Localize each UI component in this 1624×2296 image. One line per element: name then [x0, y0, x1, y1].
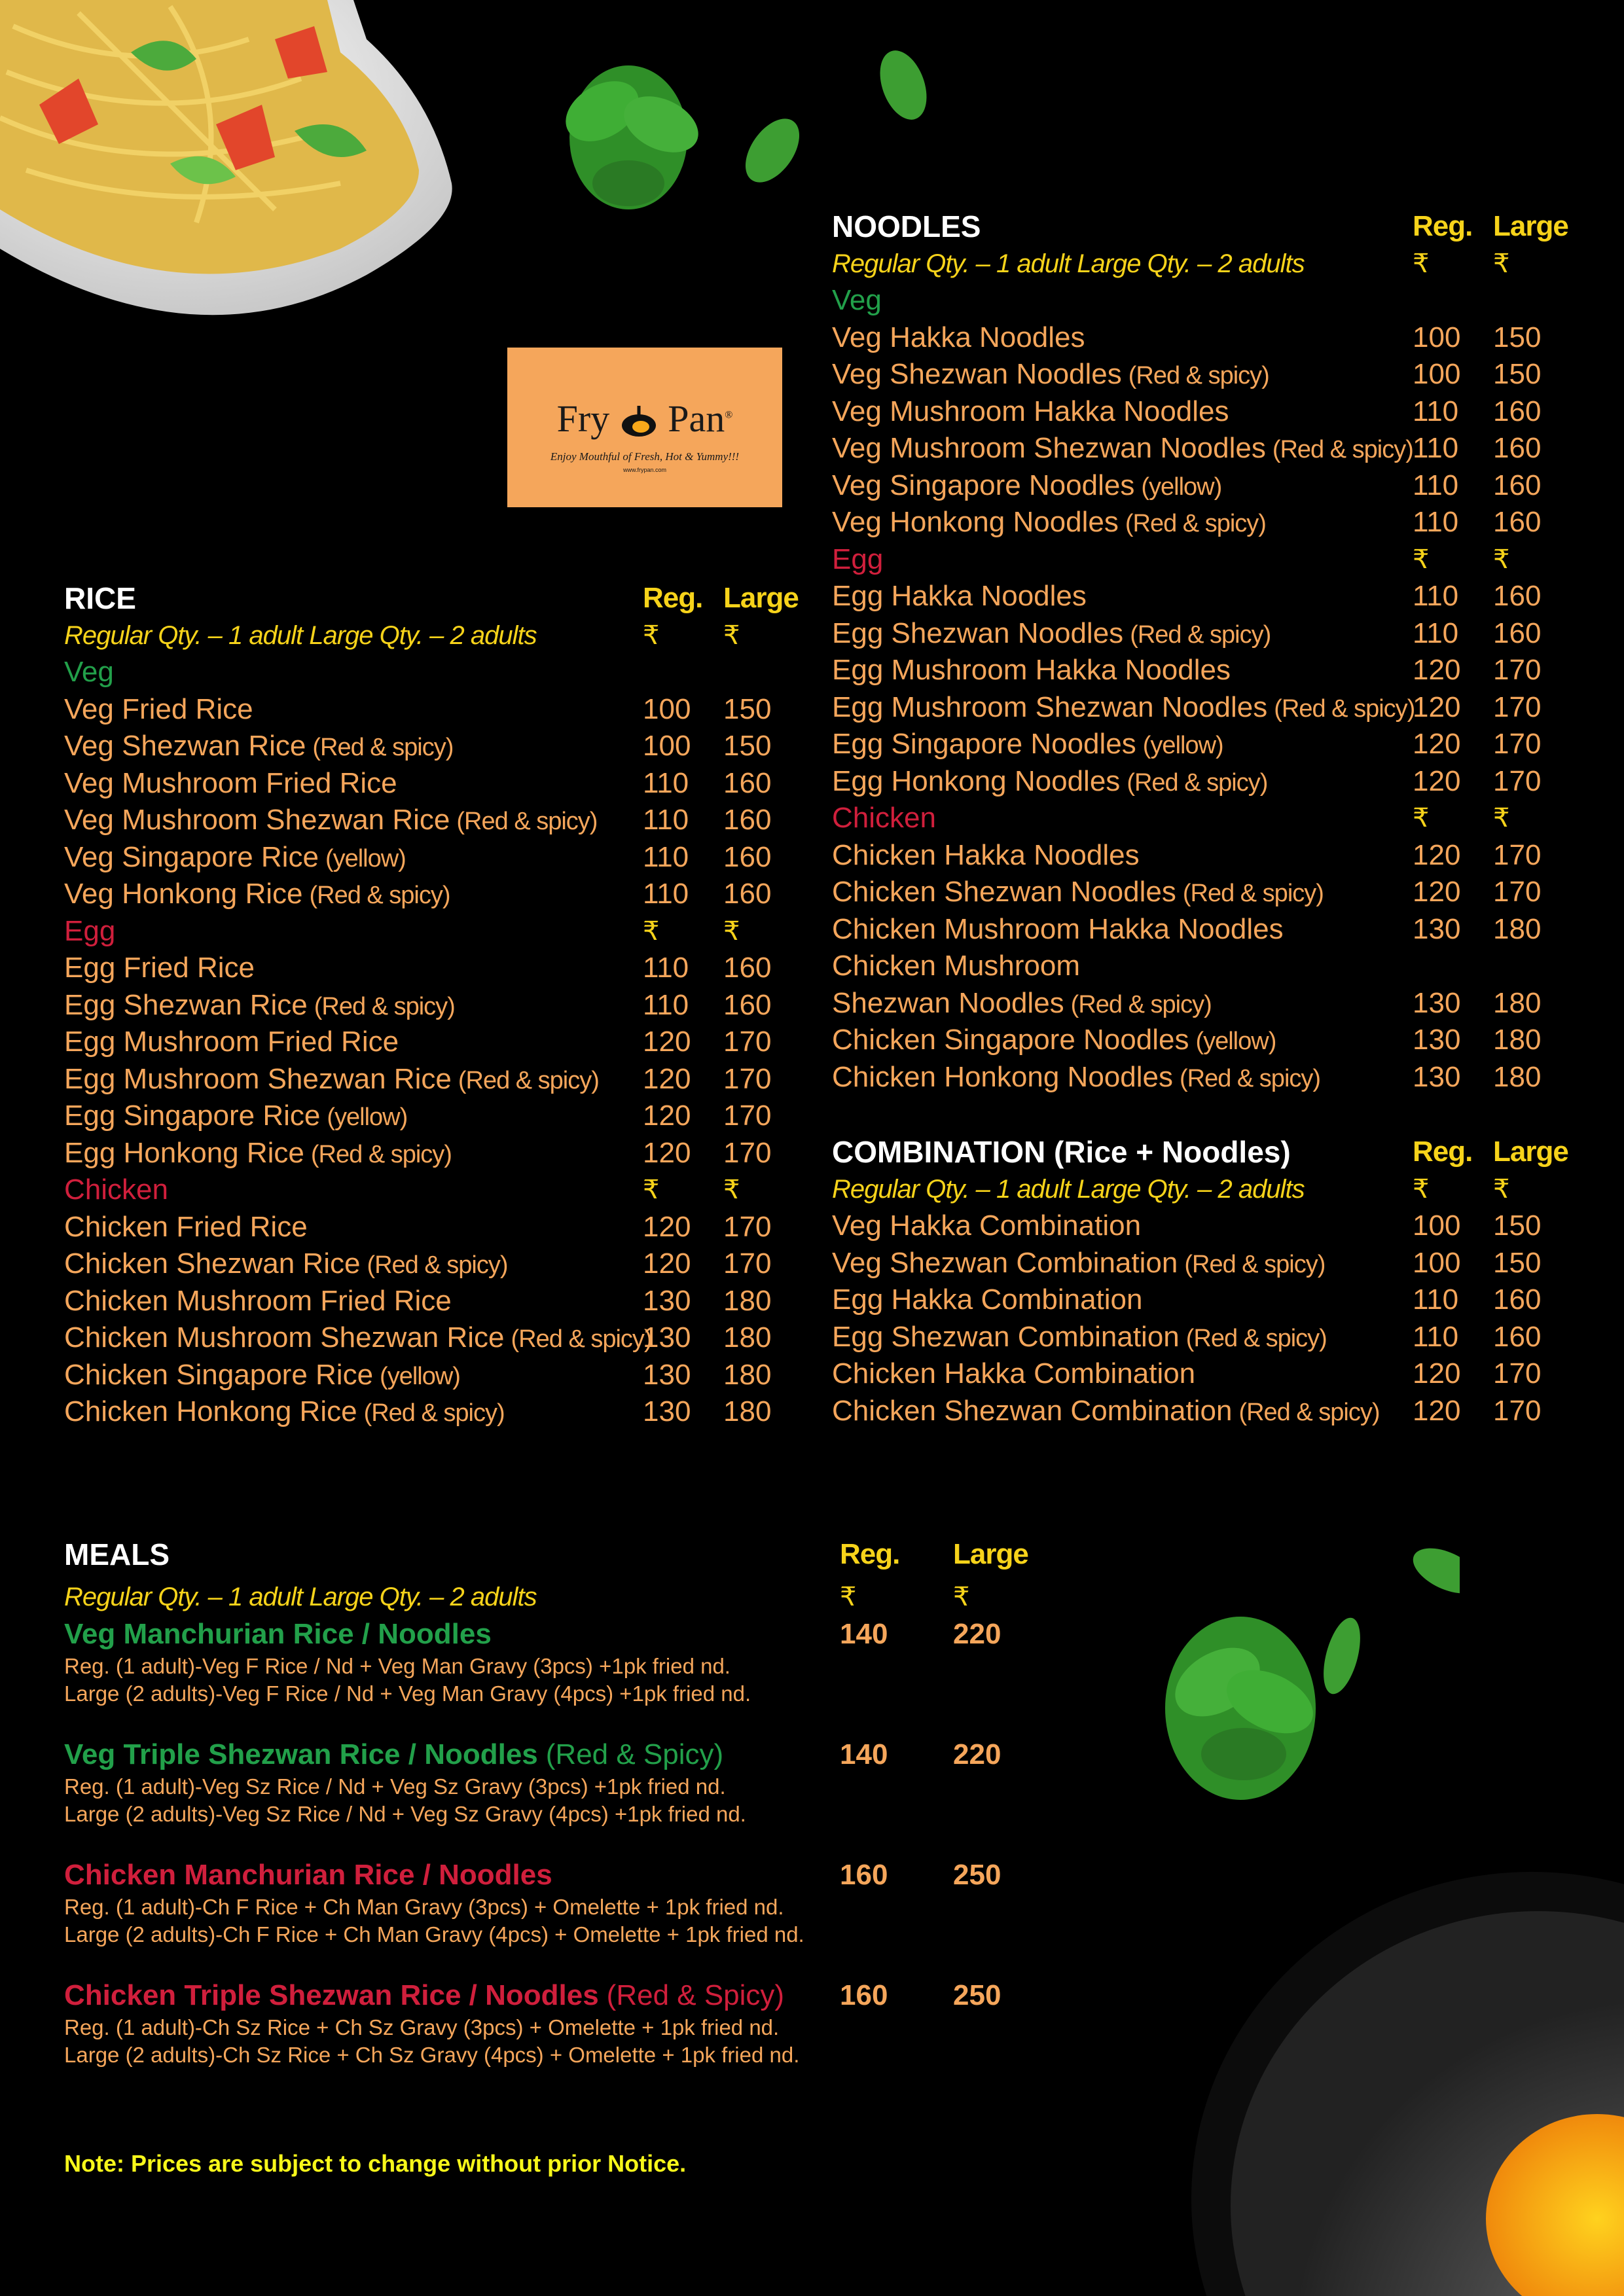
item-price-reg: 120	[1413, 1394, 1461, 1427]
meal-name: Chicken Manchurian Rice / Noodles	[64, 1858, 552, 1891]
menu-item	[832, 689, 1585, 726]
item-price-reg: 110	[1413, 395, 1459, 427]
menu-item	[64, 987, 804, 1024]
item-note: (Red & spicy)	[1274, 694, 1415, 723]
logo-brand-left: Fry	[556, 397, 610, 440]
menu-item	[832, 356, 1585, 393]
item-price-reg: 120	[1413, 654, 1461, 686]
price-change-note: Note: Prices are subject to change without prior Notice.	[64, 2150, 687, 2177]
pan-icon	[619, 410, 659, 436]
item-price-large: 160	[1493, 395, 1542, 427]
meal-desc-large: Large (2 adults)-Ch Sz Rice + Ch Sz Gravy (4pcs) + Omelette + 1pk fried nd.	[64, 2043, 800, 2067]
item-name: Veg Shezwan Combination	[832, 1246, 1178, 1279]
section-header-row	[832, 208, 1585, 245]
menu-item	[64, 876, 804, 913]
item-name: Chicken Shezwan Rice	[64, 1247, 361, 1280]
item-name: Veg Honkong Rice	[64, 878, 303, 910]
item-price-reg: 120	[1413, 876, 1461, 908]
item-price-large: 160	[1493, 580, 1542, 612]
item-name: Veg Mushroom Fried Rice	[64, 766, 397, 799]
item-name: Chicken Fried Rice	[64, 1210, 308, 1243]
item-name: Chicken Honkong Noodles	[832, 1060, 1173, 1093]
item-price-large: 170	[1493, 764, 1542, 797]
menu-item	[64, 765, 804, 802]
item-name: Veg Honkong Noodles	[832, 506, 1119, 538]
item-note: (Red & spicy)	[1182, 880, 1324, 907]
menu-item	[64, 1393, 804, 1431]
menu-item	[832, 1059, 1585, 1096]
category-label-veg	[64, 654, 804, 691]
item-name: Egg Shezwan Combination	[832, 1320, 1180, 1353]
menu-item	[64, 950, 804, 987]
meal-desc-reg: Reg. (1 adult)-Veg Sz Rice / Nd + Veg Sz Gravy (3pcs) +1pk fried nd.	[64, 1774, 726, 1799]
item-price-large: 170	[1493, 691, 1542, 723]
item-note: (Red & spicy)	[511, 1325, 652, 1353]
item-name: Veg Hakka Noodles	[832, 321, 1085, 353]
menu-item	[64, 802, 804, 839]
qty-note-row	[832, 1171, 1585, 1208]
meal-title-row	[64, 1857, 1111, 1894]
item-name: Egg Mushroom Shezwan Rice	[64, 1062, 452, 1095]
meal-desc-reg: Reg. (1 adult)-Ch F Rice + Ch Man Gravy (3pcs) + Omelette + 1pk fried nd.	[64, 1895, 784, 1919]
item-name: Egg Mushroom Hakka Noodles	[832, 654, 1231, 686]
item-name: Shezwan Noodles	[832, 986, 1064, 1019]
category-label: Egg	[832, 543, 884, 575]
qty-note: Regular Qty. – 1 adult Large Qty. – 2 adults	[64, 620, 537, 650]
item-price-large: 170	[1493, 876, 1542, 908]
item-name: Egg Fried Rice	[64, 952, 255, 984]
item-price-reg: 110	[643, 840, 689, 873]
item-price-reg: 130	[643, 1321, 691, 1354]
item-price-large: 180	[1493, 986, 1542, 1019]
item-name: Veg Singapore Noodles	[832, 469, 1135, 501]
item-name: Egg Mushroom Fried Rice	[64, 1026, 399, 1058]
qty-note: Regular Qty. – 1 adult Large Qty. – 2 adults	[832, 1174, 1305, 1204]
category-label-chicken	[64, 1172, 804, 1209]
meal-price-large: 220	[953, 1617, 1001, 1650]
item-name: Egg Honkong Noodles	[832, 764, 1121, 797]
item-price-large: 150	[1493, 1246, 1542, 1279]
meal-name: Chicken Triple Shezwan Rice / Noodles	[64, 1979, 599, 2011]
item-price-reg: 110	[643, 988, 689, 1021]
item-price-reg: 120	[1413, 1357, 1461, 1390]
item-price-reg: 100	[1413, 358, 1461, 390]
item-note: (Red & spicy)	[1070, 990, 1212, 1018]
category-label: Chicken	[64, 1174, 168, 1206]
logo-website: www.frypan.com	[623, 467, 667, 473]
item-price-reg: 120	[1413, 764, 1461, 797]
section-title: RICE	[64, 581, 136, 615]
item-price-reg: 130	[1413, 1024, 1461, 1056]
menu-item	[832, 615, 1585, 653]
menu-item	[64, 1319, 804, 1357]
meal-price-large: 250	[953, 1858, 1001, 1891]
item-price-large: 180	[723, 1395, 772, 1427]
menu-item	[832, 911, 1585, 948]
category-label-chicken	[832, 800, 1585, 837]
item-name: Veg Mushroom Shezwan Rice	[64, 804, 450, 836]
column-reg-header: Reg.	[1413, 1136, 1473, 1168]
item-price-reg: 110	[643, 952, 689, 984]
item-name: Egg Honkong Rice	[64, 1136, 304, 1169]
meal-price-reg: 140	[840, 1738, 888, 1770]
column-large-header: Large	[1493, 210, 1568, 242]
menu-item	[832, 1319, 1585, 1356]
item-price-reg: 120	[1413, 728, 1461, 760]
menu-item	[832, 319, 1585, 357]
item-price-reg: 110	[643, 878, 689, 910]
meal-desc-reg: Reg. (1 adult)-Veg F Rice / Nd + Veg Man Gravy (3pcs) +1pk fried nd.	[64, 1654, 731, 1678]
menu-item	[64, 1061, 804, 1098]
item-name: Chicken Mushroom Fried Rice	[64, 1284, 452, 1317]
meal-item	[64, 1616, 1111, 1736]
item-price-reg: 110	[1413, 469, 1459, 501]
meal-item	[64, 1857, 1111, 1977]
item-price-large: 180	[1493, 912, 1542, 945]
menu-item	[64, 1024, 804, 1061]
section-header-row	[64, 1530, 1111, 1579]
item-name: Egg Hakka Combination	[832, 1283, 1143, 1316]
section-title: NOODLES	[832, 209, 981, 243]
item-price-large: 160	[1493, 1283, 1542, 1316]
qty-note-row	[64, 617, 804, 655]
menu-item	[832, 874, 1585, 911]
meal-desc-large: Large (2 adults)-Veg F Rice / Nd + Veg Man Gravy (4pcs) +1pk fried nd.	[64, 1681, 751, 1706]
item-price-large: 180	[723, 1358, 772, 1391]
menu-item	[832, 763, 1585, 800]
item-name: Egg Shezwan Noodles	[832, 617, 1124, 649]
item-note: (Red & spicy)	[1238, 1398, 1380, 1426]
meal-title-row	[64, 1977, 1111, 2015]
item-note: (Red & spicy)	[363, 1399, 505, 1427]
rupee-icon: ₹	[1493, 545, 1510, 574]
menu-item	[64, 691, 804, 728]
menu-item	[64, 728, 804, 765]
rupee-icon: ₹	[723, 1175, 740, 1204]
category-label: Veg	[832, 284, 882, 316]
item-price-large: 170	[1493, 838, 1542, 871]
rupee-icon: ₹	[953, 1583, 970, 1611]
item-name: Chicken Singapore Noodles	[832, 1024, 1189, 1056]
rupee-icon: ₹	[840, 1583, 857, 1611]
item-name: Chicken Hakka Combination	[832, 1357, 1196, 1390]
item-price-reg: 120	[643, 1026, 691, 1058]
qty-note-row	[832, 245, 1585, 283]
item-price-large: 160	[723, 840, 772, 873]
meal-item	[64, 1736, 1111, 1857]
item-name: Egg Mushroom Shezwan Noodles	[832, 691, 1268, 723]
menu-item	[64, 1283, 804, 1320]
column-reg-header: Reg.	[1413, 210, 1473, 242]
item-price-reg: 130	[1413, 986, 1461, 1019]
item-note: (yellow)	[327, 1103, 408, 1131]
item-note: (yellow)	[1141, 473, 1222, 501]
meal-name: Veg Triple Shezwan Rice / Noodles	[64, 1738, 538, 1770]
item-price-reg: 120	[643, 1247, 691, 1280]
item-price-large: 170	[723, 1100, 772, 1132]
item-price-large: 160	[723, 766, 772, 799]
item-name: Chicken Singapore Rice	[64, 1358, 374, 1391]
qty-note-row	[64, 1579, 1111, 1616]
noodles-section	[832, 208, 1585, 1096]
item-note: (yellow)	[380, 1362, 460, 1390]
item-name: Egg Hakka Noodles	[832, 580, 1087, 612]
menu-item	[832, 1355, 1585, 1393]
logo-tagline: Enjoy Mouthful of Fresh, Hot & Yummy!!!	[550, 450, 740, 463]
basil-leaves-image	[1146, 1538, 1460, 1839]
meal-note: (Red & Spicy)	[606, 1979, 785, 2011]
rupee-icon: ₹	[1413, 1174, 1430, 1204]
meal-price-large: 220	[953, 1738, 1001, 1770]
item-name: Chicken Mushroom Hakka Noodles	[832, 912, 1284, 945]
qty-note: Regular Qty. – 1 adult Large Qty. – 2 adults	[832, 249, 1305, 278]
item-price-large: 160	[1493, 432, 1542, 464]
item-note: (yellow)	[1195, 1028, 1276, 1055]
menu-item	[64, 1135, 804, 1172]
item-price-large: 160	[723, 988, 772, 1021]
menu-item	[832, 1208, 1585, 1245]
item-price-reg: 130	[1413, 1060, 1461, 1093]
rupee-icon: ₹	[643, 620, 660, 650]
menu-item	[64, 839, 804, 876]
menu-item	[64, 1246, 804, 1283]
item-price-reg: 110	[1413, 580, 1459, 612]
item-name: Veg Fried Rice	[64, 692, 253, 725]
item-price-large: 150	[1493, 1210, 1542, 1242]
item-name: Egg Singapore Noodles	[832, 728, 1136, 760]
item-price-reg: 110	[643, 766, 689, 799]
item-price-large: 160	[723, 804, 772, 836]
item-price-reg: 130	[1413, 912, 1461, 945]
item-note: (Red & spicy)	[456, 808, 598, 835]
item-price-reg: 120	[643, 1136, 691, 1169]
item-note: (Red & spicy)	[309, 882, 450, 909]
item-name: Chicken Shezwan Noodles	[832, 876, 1176, 908]
logo-brand-right: Pan	[668, 397, 725, 440]
menu-item	[832, 985, 1585, 1022]
item-price-reg: 100	[1413, 1246, 1461, 1279]
item-price-reg: 120	[643, 1062, 691, 1095]
rupee-icon: ₹	[1493, 804, 1510, 833]
item-name: Chicken Hakka Noodles	[832, 838, 1140, 871]
item-price-reg: 120	[643, 1100, 691, 1132]
item-name: Veg Hakka Combination	[832, 1210, 1142, 1242]
item-price-reg: 110	[1413, 506, 1459, 538]
meal-item	[64, 1977, 1111, 2067]
meal-price-reg: 160	[840, 1979, 888, 2011]
meal-title-row	[64, 1736, 1111, 1774]
item-price-reg: 110	[1413, 617, 1459, 649]
item-price-large: 160	[723, 878, 772, 910]
item-note: (Red & spicy)	[310, 1140, 452, 1168]
column-large-header: Large	[1493, 1136, 1568, 1168]
menu-item	[832, 578, 1585, 615]
item-price-reg: 110	[1413, 432, 1459, 464]
meal-price-large: 250	[953, 1979, 1001, 2011]
item-price-large: 170	[1493, 1357, 1542, 1390]
item-price-large: 160	[1493, 469, 1542, 501]
rupee-icon: ₹	[643, 916, 660, 946]
meal-title-row	[64, 1616, 1111, 1653]
rupee-icon: ₹	[1493, 1174, 1510, 1204]
menu-item	[832, 504, 1585, 541]
item-name: Egg Shezwan Rice	[64, 988, 308, 1021]
section-title: COMBINATION (Rice + Noodles)	[832, 1135, 1291, 1169]
item-price-large: 150	[723, 692, 772, 725]
item-name: Chicken Shezwan Combination	[832, 1394, 1233, 1427]
item-name: Egg Singapore Rice	[64, 1100, 321, 1132]
rupee-icon: ₹	[1413, 545, 1430, 574]
section-header-row	[832, 1134, 1585, 1171]
column-reg-header: Reg.	[643, 582, 703, 614]
item-price-large: 150	[1493, 321, 1542, 353]
item-name: Chicken Mushroom Shezwan Rice	[64, 1321, 505, 1354]
item-note: (Red & spicy)	[1128, 362, 1269, 389]
item-note: (Red & spicy)	[314, 992, 455, 1020]
item-name: Veg Shezwan Rice	[64, 730, 306, 762]
menu-item	[832, 652, 1585, 689]
item-price-reg: 120	[1413, 691, 1461, 723]
frying-pan-image	[1126, 1833, 1624, 2296]
item-note: (Red & spicy)	[1179, 1064, 1321, 1092]
menu-item	[832, 1282, 1585, 1319]
menu-item	[832, 948, 1585, 985]
logo: Fry Pan® Enjoy Mouthful of Fresh, Hot & Yummy!!! www.frypan.com	[507, 348, 782, 507]
item-note: (yellow)	[1142, 732, 1223, 759]
item-name: Veg Mushroom Shezwan Noodles	[832, 432, 1266, 464]
menu-item	[832, 393, 1585, 431]
menu-item	[832, 430, 1585, 467]
item-price-reg: 130	[643, 1395, 691, 1427]
noodle-bowl-image	[0, 0, 471, 367]
item-price-large: 180	[723, 1321, 772, 1354]
item-price-reg: 120	[1413, 838, 1461, 871]
meal-desc-large: Large (2 adults)-Veg Sz Rice / Nd + Veg Sz Gravy (4pcs) +1pk fried nd.	[64, 1802, 746, 1826]
item-note: (Red & spicy)	[312, 734, 454, 761]
item-price-large: 170	[723, 1210, 772, 1243]
meals-section	[64, 1530, 1111, 2067]
item-price-large: 170	[1493, 1394, 1542, 1427]
rupee-icon: ₹	[723, 916, 740, 946]
menu-item	[64, 1357, 804, 1394]
column-large-header: Large	[723, 582, 799, 614]
rice-section	[64, 580, 804, 1431]
item-price-large: 180	[1493, 1024, 1542, 1056]
menu-item	[832, 467, 1585, 505]
item-note: (Red & spicy)	[1127, 768, 1268, 797]
item-price-large: 170	[1493, 728, 1542, 760]
item-price-large: 170	[723, 1062, 772, 1095]
rupee-icon: ₹	[643, 1175, 660, 1204]
menu-item	[832, 1393, 1585, 1430]
meal-price-reg: 160	[840, 1858, 888, 1891]
meal-price-reg: 140	[840, 1617, 888, 1650]
rupee-icon: ₹	[1413, 249, 1430, 278]
item-price-reg: 100	[643, 692, 691, 725]
item-price-reg: 100	[1413, 321, 1461, 353]
item-name: Chicken Honkong Rice	[64, 1395, 357, 1427]
item-price-reg: 100	[643, 730, 691, 762]
item-price-large: 150	[723, 730, 772, 762]
item-note: (Red & spicy)	[1130, 620, 1271, 649]
menu-item	[64, 1098, 804, 1135]
item-price-large: 160	[1493, 1320, 1542, 1353]
menu-item	[832, 1245, 1585, 1282]
combination-section	[832, 1134, 1585, 1429]
item-name: Chicken Mushroom	[832, 950, 1081, 982]
category-label: Veg	[64, 656, 114, 688]
item-price-reg: 110	[1413, 1283, 1459, 1316]
item-name: Veg Shezwan Noodles	[832, 358, 1122, 390]
meal-desc-reg: Reg. (1 adult)-Ch Sz Rice + Ch Sz Gravy (3pcs) + Omelette + 1pk fried nd.	[64, 2015, 780, 2039]
item-price-large: 160	[723, 952, 772, 984]
item-name: Veg Mushroom Hakka Noodles	[832, 395, 1229, 427]
menu-item	[832, 837, 1585, 874]
meal-name: Veg Manchurian Rice / Noodles	[64, 1617, 492, 1650]
meal-desc-large: Large (2 adults)-Ch F Rice + Ch Man Gravy (4pcs) + Omelette + 1pk fried nd.	[64, 1922, 804, 1946]
item-price-large: 170	[723, 1026, 772, 1058]
item-price-reg: 110	[643, 804, 689, 836]
category-label-veg	[832, 282, 1585, 319]
item-note: (Red & spicy)	[1272, 436, 1413, 463]
section-title: MEALS	[64, 1537, 170, 1571]
item-price-large: 170	[1493, 654, 1542, 686]
item-price-large: 160	[1493, 506, 1542, 538]
item-note: (Red & spicy)	[458, 1066, 599, 1094]
menu-item	[64, 1209, 804, 1246]
category-label: Egg	[64, 914, 116, 947]
item-price-large: 150	[1493, 358, 1542, 390]
item-price-reg: 110	[1413, 1320, 1459, 1353]
meal-note: (Red & Spicy)	[545, 1738, 724, 1770]
item-price-large: 160	[1493, 617, 1542, 649]
item-price-reg: 100	[1413, 1210, 1461, 1242]
column-large-header: Large	[953, 1538, 1028, 1570]
item-price-large: 180	[1493, 1060, 1542, 1093]
category-label: Chicken	[832, 802, 936, 834]
category-label-egg	[832, 541, 1585, 579]
rupee-icon: ₹	[723, 620, 740, 650]
rupee-icon: ₹	[1413, 804, 1430, 833]
item-name: Veg Singapore Rice	[64, 840, 319, 873]
item-price-reg: 120	[643, 1210, 691, 1243]
item-price-large: 180	[723, 1284, 772, 1317]
item-note: (yellow)	[325, 844, 406, 872]
qty-note: Regular Qty. – 1 adult Large Qty. – 2 adults	[64, 1583, 537, 1611]
section-header-row	[64, 580, 804, 617]
item-price-large: 170	[723, 1247, 772, 1280]
category-label-egg	[64, 913, 804, 950]
item-note: (Red & spicy)	[1185, 1324, 1327, 1352]
item-note: (Red & spicy)	[1184, 1250, 1326, 1278]
item-note: (Red & spicy)	[1125, 510, 1266, 537]
item-price-reg: 130	[643, 1358, 691, 1391]
item-note: (Red & spicy)	[367, 1251, 508, 1279]
column-reg-header: Reg.	[840, 1538, 900, 1570]
item-price-large: 170	[723, 1136, 772, 1169]
rupee-icon: ₹	[1493, 249, 1510, 278]
menu-item	[832, 1022, 1585, 1059]
item-price-reg: 130	[643, 1284, 691, 1317]
menu-item	[832, 726, 1585, 763]
